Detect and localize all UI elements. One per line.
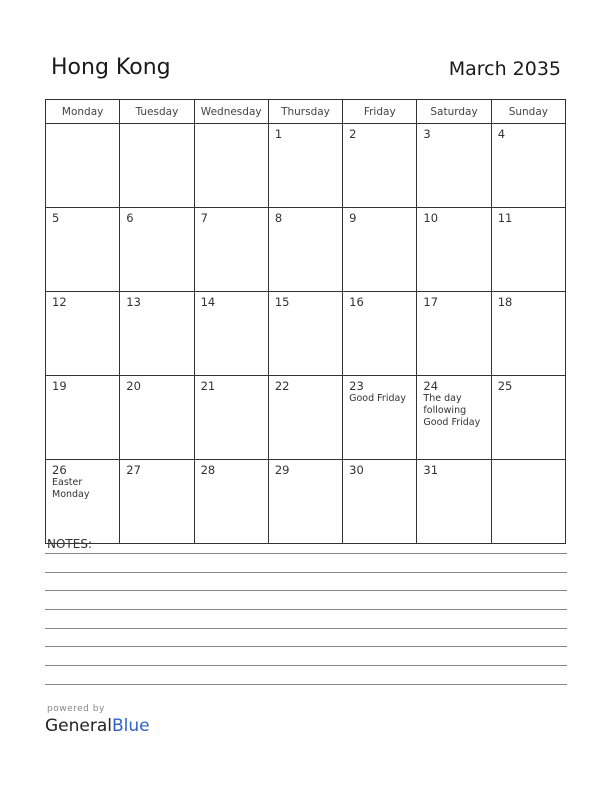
day-number: 14 (200, 295, 216, 309)
day-number: 11 (497, 211, 513, 225)
day-cell (46, 208, 120, 292)
day-cell (491, 124, 565, 208)
brand-logo (45, 716, 150, 736)
day-cell (46, 292, 120, 376)
day-cell (46, 460, 120, 544)
day-cell (417, 460, 491, 544)
day-number: 30 (349, 463, 364, 477)
weekday-header: Wednesday (194, 100, 268, 124)
day-number: 6 (126, 211, 134, 225)
day-number: 1 (274, 127, 283, 141)
notes-line (45, 646, 567, 647)
holiday-label: Easter Monday (52, 477, 90, 500)
day-cell (194, 376, 268, 460)
day-number: 13 (126, 295, 141, 309)
day-cell (268, 292, 342, 376)
day-number: 12 (52, 295, 67, 309)
weekday-header: Tuesday (120, 100, 194, 124)
day-cell (194, 208, 268, 292)
day-cell (491, 208, 565, 292)
notes-line (45, 553, 567, 554)
day-cell (491, 292, 565, 376)
brand-general: General (45, 716, 112, 736)
day-number: 2 (349, 127, 357, 141)
day-cell (46, 376, 120, 460)
holiday-label: Good Friday (349, 393, 406, 404)
day-number: 24 (423, 379, 439, 393)
weekday-header: Monday (46, 100, 120, 124)
day-cell (343, 292, 417, 376)
day-cell (46, 124, 120, 208)
day-number: 31 (423, 463, 439, 477)
day-cell (194, 292, 268, 376)
day-cell (120, 124, 194, 208)
day-number: 10 (423, 211, 439, 225)
day-cell (268, 208, 342, 292)
day-number: 25 (497, 379, 513, 393)
day-cell (268, 460, 342, 544)
day-cell (120, 460, 194, 544)
day-number: 7 (200, 211, 208, 225)
day-cell (194, 460, 268, 544)
week-row (46, 124, 566, 208)
day-cell (491, 460, 565, 544)
day-cell (343, 376, 417, 460)
day-number: 9 (349, 211, 357, 225)
weekday-header: Saturday (417, 100, 491, 124)
month-year-title: March 2035 (448, 58, 561, 80)
day-number: 19 (52, 379, 67, 393)
day-cell (417, 124, 491, 208)
day-number: 23 (349, 379, 364, 393)
day-number: 15 (274, 295, 290, 309)
notes-line (45, 684, 567, 685)
weekday-header: Sunday (491, 100, 565, 124)
day-cell (268, 124, 342, 208)
notes-line (45, 628, 567, 629)
day-number: 21 (200, 379, 216, 393)
day-number: 4 (497, 127, 506, 141)
notes-label: NOTES: (47, 537, 92, 551)
day-cell (268, 376, 342, 460)
notes-line (45, 572, 567, 573)
day-number: 18 (497, 295, 513, 309)
day-number: 28 (200, 463, 216, 477)
day-cell (120, 292, 194, 376)
powered-by-text: powered by (47, 704, 105, 714)
notes-line (45, 665, 567, 666)
day-cell (417, 208, 491, 292)
holiday-label: The day following Good Friday (423, 393, 481, 428)
country-title: Hong Kong (51, 55, 171, 80)
calendar-grid (45, 99, 566, 544)
brand-blue: Blue (112, 716, 150, 736)
day-number: 16 (349, 295, 364, 309)
week-row (46, 376, 566, 460)
weekday-header-row (46, 100, 566, 124)
day-number: 27 (126, 463, 141, 477)
day-number: 5 (52, 211, 60, 225)
week-row (46, 208, 566, 292)
day-cell (491, 376, 565, 460)
notes-line (45, 590, 567, 591)
day-number: 3 (423, 127, 431, 141)
day-cell (417, 376, 491, 460)
week-row (46, 292, 566, 376)
day-number: 22 (274, 379, 290, 393)
day-number: 20 (126, 379, 141, 393)
day-cell (343, 208, 417, 292)
day-number: 29 (274, 463, 290, 477)
day-cell (120, 208, 194, 292)
weekday-header: Friday (343, 100, 417, 124)
day-number: 26 (52, 463, 67, 477)
day-cell (417, 292, 491, 376)
notes-line (45, 609, 567, 610)
day-cell (120, 376, 194, 460)
day-cell (194, 124, 268, 208)
day-cell (343, 460, 417, 544)
weekday-header: Thursday (268, 100, 342, 124)
day-cell (343, 124, 417, 208)
day-number: 8 (274, 211, 283, 225)
week-row (46, 460, 566, 544)
day-number: 17 (423, 295, 439, 309)
